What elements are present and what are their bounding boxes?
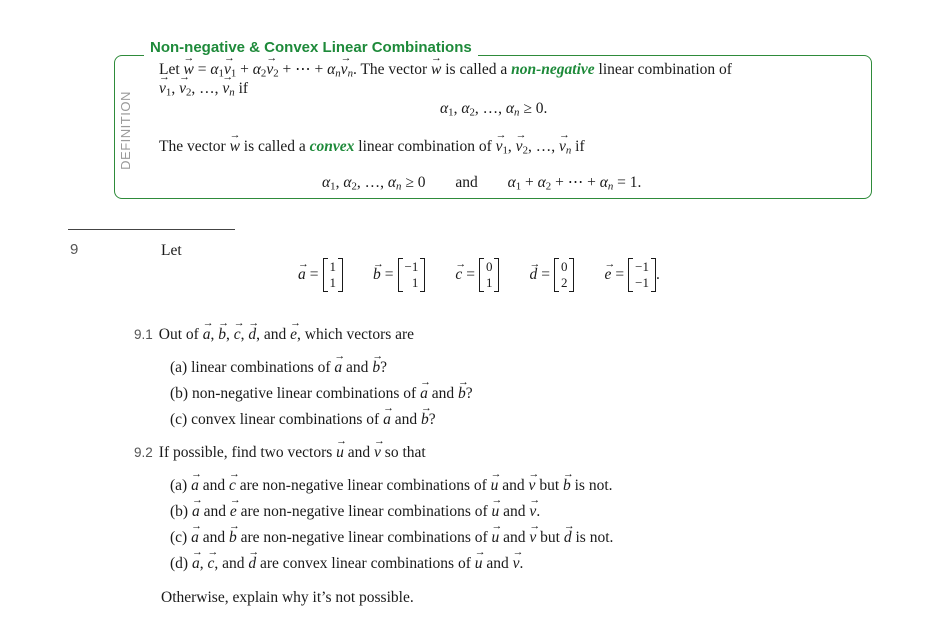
problem-number: 9 <box>70 241 79 258</box>
vector-c: → c = 0 1 <box>455 258 499 292</box>
part-9-2-closing: Otherwise, explain why it’s not possible. <box>161 589 414 606</box>
definition-line-3: The vector → w is called a convex linear combination of → $v_1$, → $v_2$, …, → $v_n$ if <box>159 137 585 157</box>
part-9-2-b: (b) → a and → e are non-negative linear combinations of → u and → v. <box>170 502 540 522</box>
definition-title: Non-negative & Convex Linear Combinations <box>144 38 478 58</box>
part-9-1-b: (b) non-negative linear combinations of → a and → b? <box>170 384 473 404</box>
part-9-2-c: (c) → a and → b are non-negative linear combinations of → u and → v but → d is not. <box>170 528 613 548</box>
part-9-1-prompt: 9.1 Out of → a, → b, → c, → d, and → e, which vectors are <box>134 325 414 345</box>
convex-term: convex <box>309 138 355 155</box>
definition-side-label: DEFINITION <box>117 90 133 170</box>
section-divider <box>68 229 235 230</box>
nonneg-condition: $\alpha_1$, $\alpha_2$, …, $\alpha_n \ge 0$. <box>440 100 548 119</box>
part-9-2-d: (d) → a, → c, and → d are convex linear combinations of → u and → v. <box>170 554 523 574</box>
vector-d: → d = 0 2 <box>529 258 574 292</box>
vector-list <box>298 258 660 292</box>
convex-condition: $\alpha_1$, $\alpha_2$, …, $\alpha_n \ge 0$ and $\alpha_1 + \alpha_2$ + ⋯ + $\alpha_n = 1$. <box>322 174 642 193</box>
vector-e: → e = −1 −1 . <box>604 258 659 292</box>
vector-a: → a = 1 1 <box>298 258 343 292</box>
part-9-2-a: (a) → a and → c are non-negative linear combinations of → u and → v but → b is not. <box>170 476 613 496</box>
part-9-1-c: (c) convex linear combinations of → a and → b? <box>170 410 436 430</box>
part-9-2-prompt: 9.2 If possible, find two vectors → u and → v so that <box>134 443 426 463</box>
vector-b: → b = −1 1 <box>373 258 425 292</box>
non-negative-term: non-negative <box>511 61 595 78</box>
definition-line-1: Let → $w = \alpha_1\to v_1 + \alpha_2\to v_2$ + ⋯ + $\alpha_n\to v_n$. The vector → w is called a non-negative linear combination of <box>159 60 732 80</box>
part-9-1-a: (a) linear combinations of → a and → b? <box>170 358 387 378</box>
definition-line-2: → $v_1$, → $v_2$, …, → $v_n$ if <box>159 79 248 99</box>
problem-intro: Let <box>161 242 182 259</box>
